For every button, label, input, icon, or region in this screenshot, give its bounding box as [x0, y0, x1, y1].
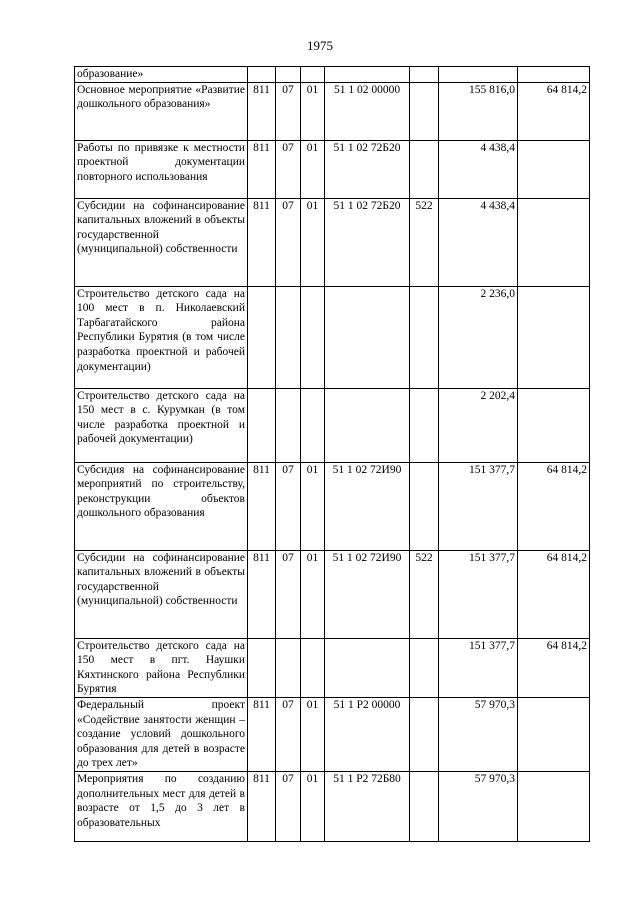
cell-amount-2021-text: 4 438,4 — [480, 141, 515, 154]
cell-ministry-code-text: 811 — [253, 698, 270, 711]
cell-amount-2022-text: 64 814,2 — [546, 639, 587, 652]
cell-amount-2022 — [518, 286, 590, 388]
cell-amount-2021-text: 57 970,3 — [474, 772, 515, 785]
cell-target-article-text: 51 1 02 72И90 — [332, 463, 402, 476]
table-row — [75, 638, 590, 697]
cell-ministry-code — [248, 82, 276, 140]
cell-amount-2022-text: 64 814,2 — [546, 83, 587, 96]
cell-amount-2022 — [518, 638, 590, 697]
cell-amount-2022-text: 64 814,2 — [546, 551, 587, 564]
cell-expense-type — [410, 140, 439, 198]
cell-expense-type — [410, 462, 439, 550]
cell-name-text: Строительство детского сада на 150 мест в с. Курумкан (в том числе разработка проектной и рабочей документации) — [77, 389, 245, 446]
cell-ministry-code — [248, 286, 276, 388]
cell-target-article — [325, 67, 410, 83]
cell-name-text: образование» — [77, 68, 144, 80]
table-row — [75, 388, 590, 462]
cell-amount-2021 — [439, 198, 518, 286]
table-row — [75, 697, 590, 771]
cell-target-article — [325, 388, 410, 462]
cell-amount-2021-text: 151 377,7 — [469, 639, 515, 652]
cell-subsection-text: 01 — [306, 698, 319, 711]
cell-target-article — [325, 462, 410, 550]
table-row — [75, 286, 590, 388]
cell-amount-2021 — [439, 286, 518, 388]
cell-amount-2021 — [439, 771, 518, 841]
cell-amount-2022 — [518, 67, 590, 83]
cell-subsection — [301, 140, 325, 198]
cell-section-text: 07 — [282, 698, 294, 711]
cell-target-article — [325, 771, 410, 841]
cell-ministry-code — [248, 67, 276, 83]
cell-subsection-text: 01 — [306, 772, 319, 785]
cell-subsection — [301, 697, 325, 771]
cell-amount-2021-text: 4 438,4 — [480, 199, 515, 212]
cell-target-article — [325, 550, 410, 638]
cell-expense-type-text: 522 — [415, 551, 433, 564]
cell-amount-2021 — [439, 462, 518, 550]
cell-name-text: Строительство детского сада на 100 мест в п. Николаевский Тарбагатайского района Республики Бурятия (в том числе разработка проектной и рабочей документации) — [77, 287, 245, 373]
table-row — [75, 550, 590, 638]
cell-name-text: Основное мероприятие «Развитие дошкольного образования» — [77, 83, 245, 111]
cell-amount-2022 — [518, 82, 590, 140]
cell-subsection — [301, 550, 325, 638]
cell-ministry-code-text: 811 — [253, 463, 270, 476]
cell-section-text: 07 — [282, 83, 294, 96]
cell-name — [75, 462, 248, 550]
table-row — [75, 82, 590, 140]
cell-subsection — [301, 286, 325, 388]
cell-ministry-code — [248, 697, 276, 771]
cell-name — [75, 82, 248, 140]
cell-subsection-text: 01 — [306, 141, 319, 154]
cell-subsection — [301, 82, 325, 140]
table-row — [75, 462, 590, 550]
cell-subsection — [301, 462, 325, 550]
cell-ministry-code — [248, 771, 276, 841]
cell-amount-2021 — [439, 388, 518, 462]
cell-ministry-code — [248, 388, 276, 462]
cell-amount-2022-text: 64 814,2 — [546, 463, 587, 476]
cell-expense-type — [410, 286, 439, 388]
cell-ministry-code-text: 811 — [253, 83, 270, 96]
cell-expense-type — [410, 550, 439, 638]
cell-section — [276, 388, 301, 462]
cell-name — [75, 771, 248, 841]
cell-amount-2022 — [518, 198, 590, 286]
cell-name — [75, 388, 248, 462]
cell-amount-2022 — [518, 771, 590, 841]
cell-ministry-code — [248, 638, 276, 697]
cell-expense-type — [410, 198, 439, 286]
cell-ministry-code — [248, 462, 276, 550]
table-row — [75, 67, 590, 83]
cell-amount-2021 — [439, 82, 518, 140]
cell-amount-2021 — [439, 550, 518, 638]
table-row — [75, 198, 590, 286]
cell-section — [276, 140, 301, 198]
cell-name — [75, 67, 248, 83]
cell-ministry-code — [248, 198, 276, 286]
cell-target-article-text: 51 1 02 00000 — [333, 83, 401, 96]
table-body — [75, 67, 590, 842]
cell-amount-2021-text: 155 816,0 — [469, 83, 515, 96]
cell-name-text: Мероприятия по созданию дополнительных мест для детей в возрасте от 1,5 до 3 лет в образовательных — [77, 772, 245, 829]
table-row — [75, 771, 590, 841]
cell-amount-2022 — [518, 462, 590, 550]
cell-section — [276, 550, 301, 638]
cell-name — [75, 140, 248, 198]
cell-ministry-code-text: 811 — [253, 199, 270, 212]
cell-ministry-code-text: 811 — [253, 551, 270, 564]
cell-ministry-code-text: 811 — [253, 141, 270, 154]
cell-section-text: 07 — [282, 141, 294, 154]
cell-target-article-text: 51 1 02 72Б20 — [333, 141, 401, 154]
cell-target-article-text: 51 1 P2 72Б80 — [333, 772, 401, 785]
cell-amount-2022 — [518, 388, 590, 462]
cell-section-text: 07 — [282, 772, 294, 785]
cell-section — [276, 697, 301, 771]
cell-section — [276, 67, 301, 83]
cell-subsection-text: 01 — [306, 83, 319, 96]
cell-subsection — [301, 67, 325, 83]
cell-amount-2021 — [439, 638, 518, 697]
cell-expense-type-text: 522 — [415, 199, 433, 212]
cell-section-text: 07 — [282, 463, 294, 476]
cell-amount-2022 — [518, 697, 590, 771]
cell-amount-2021 — [439, 67, 518, 83]
cell-amount-2021-text: 2 202,4 — [480, 389, 515, 402]
cell-expense-type — [410, 697, 439, 771]
cell-target-article — [325, 198, 410, 286]
cell-target-article-text: 51 1 02 72И90 — [332, 551, 402, 564]
cell-section — [276, 82, 301, 140]
cell-ministry-code-text: 811 — [253, 772, 270, 785]
cell-target-article — [325, 82, 410, 140]
cell-amount-2021-text: 2 236,0 — [480, 287, 515, 300]
cell-section-text: 07 — [282, 199, 294, 212]
budget-table — [74, 66, 590, 842]
cell-section — [276, 771, 301, 841]
cell-subsection — [301, 771, 325, 841]
cell-target-article — [325, 286, 410, 388]
cell-name — [75, 697, 248, 771]
table-row — [75, 140, 590, 198]
cell-expense-type — [410, 388, 439, 462]
cell-section — [276, 462, 301, 550]
cell-name — [75, 550, 248, 638]
cell-name-text: Строительство детского сада на 150 мест в пгт. Наушки Кяхтинского района Республики Бурятия — [77, 639, 245, 696]
cell-expense-type — [410, 638, 439, 697]
cell-ministry-code — [248, 140, 276, 198]
cell-amount-2022 — [518, 550, 590, 638]
cell-subsection-text: 01 — [306, 199, 319, 212]
cell-target-article-text: 51 1 P2 00000 — [333, 698, 401, 711]
page-number: 1975 — [307, 38, 333, 53]
cell-ministry-code — [248, 550, 276, 638]
cell-subsection-text: 01 — [306, 551, 319, 564]
cell-target-article — [325, 140, 410, 198]
cell-name-text: Субсидии на софинансирование капитальных вложений в объекты государственной (муниципальной) собственности — [77, 551, 245, 608]
cell-subsection — [301, 198, 325, 286]
cell-subsection-text: 01 — [306, 463, 319, 476]
cell-amount-2021 — [439, 140, 518, 198]
cell-target-article — [325, 638, 410, 697]
cell-expense-type — [410, 82, 439, 140]
cell-target-article — [325, 697, 410, 771]
cell-section — [276, 198, 301, 286]
cell-section — [276, 638, 301, 697]
cell-name-text: Работы по привязке к местности проектной документации повторного использования — [77, 141, 245, 183]
cell-amount-2021-text: 151 377,7 — [469, 551, 515, 564]
cell-name-text: Федеральный проект «Содействие занятости женщин – создание условий дошкольного образования для детей в возрасте до трех лет» — [77, 698, 245, 770]
cell-amount-2022 — [518, 140, 590, 198]
cell-amount-2021 — [439, 697, 518, 771]
cell-target-article-text: 51 1 02 72Б20 — [333, 199, 401, 212]
cell-name — [75, 198, 248, 286]
cell-name-text: Субсидии на софинансирование капитальных вложений в объекты государственной (муниципальной) собственности — [77, 199, 245, 256]
cell-expense-type — [410, 67, 439, 83]
cell-subsection — [301, 388, 325, 462]
cell-name-text: Субсидия на софинансирование мероприятий по строительству, реконструкции объектов дошкольного образования — [77, 463, 245, 520]
cell-section — [276, 286, 301, 388]
cell-subsection — [301, 638, 325, 697]
cell-expense-type — [410, 771, 439, 841]
cell-section-text: 07 — [282, 551, 294, 564]
cell-name — [75, 286, 248, 388]
cell-amount-2021-text: 151 377,7 — [469, 463, 515, 476]
cell-name — [75, 638, 248, 697]
cell-amount-2021-text: 57 970,3 — [474, 698, 515, 711]
